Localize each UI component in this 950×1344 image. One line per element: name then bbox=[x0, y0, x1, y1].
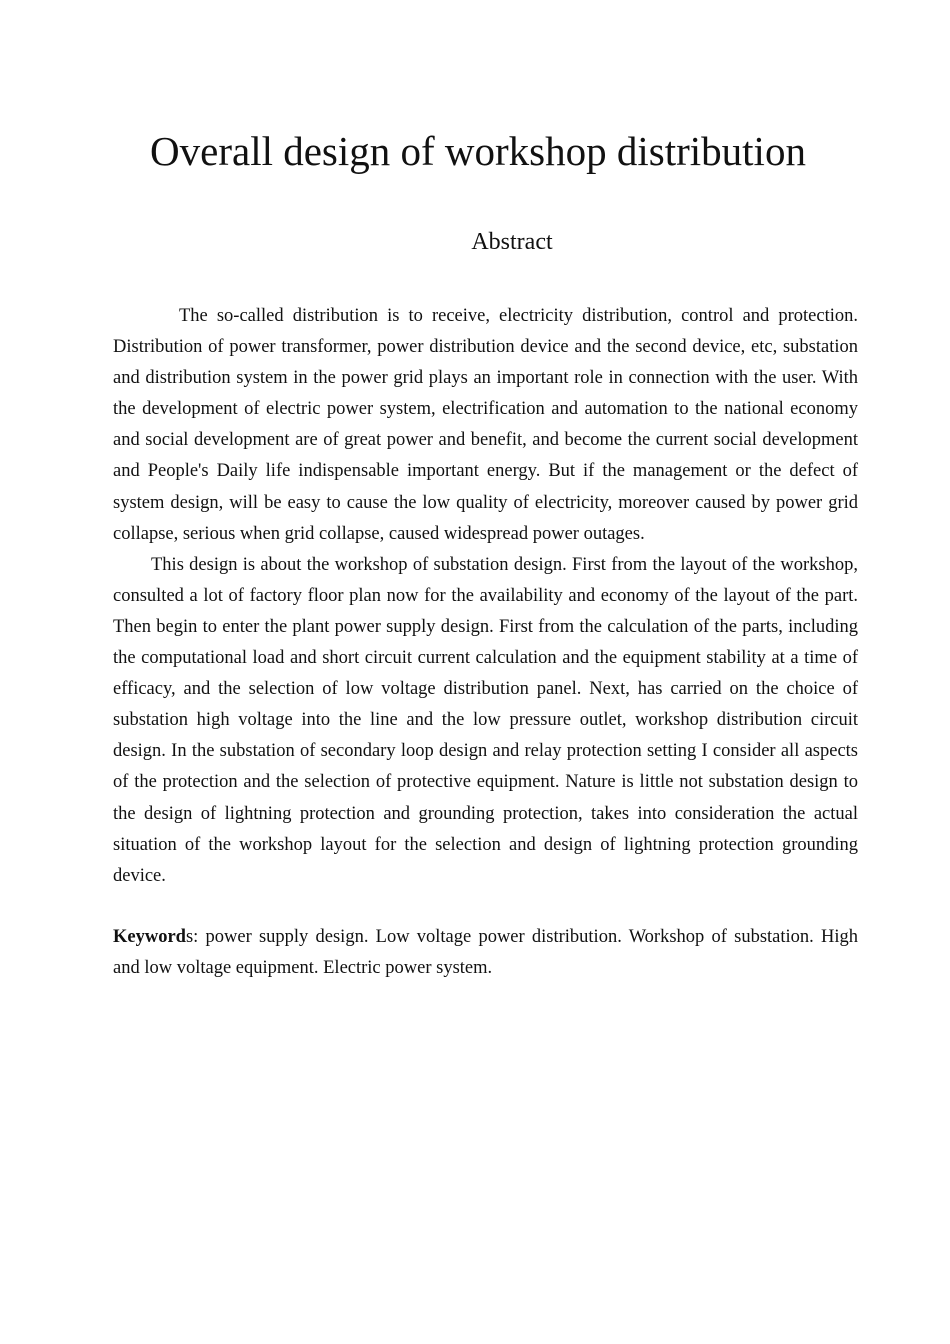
abstract-body bbox=[113, 301, 858, 984]
keywords-text: power supply design. Low voltage power distribution. Workshop of substation. High and low voltage equipment. Electric power system. bbox=[113, 926, 858, 978]
abstract-paragraph-2: This design is about the workshop of substation design. First from the layout of the workshop, consulted a lot of factory floor plan now for the availability and economy of the layout of the part. Then begin to enter the plant power supply design. First from the calculation of the parts, including the computational load and short circuit current calculation and the equipment stability at a time of efficacy, and the selection of low voltage distribution panel. Next, has carried on the choice of substation high voltage into the line and the low pressure outlet, workshop distribution circuit design. In the substation of secondary loop design and relay protection setting I consider all aspects of the protection and the selection of protective equipment. Nature is little not substation design to the design of lightning protection and grounding protection, takes into consideration the actual situation of the workshop layout for the selection and design of lightning protection grounding device. bbox=[113, 554, 858, 886]
keywords-label-suffix: s: bbox=[185, 926, 199, 947]
document-title: Overall design of workshop distribution bbox=[150, 128, 806, 174]
abstract-paragraph-1: The so-called distribution is to receive, electricity distribution, control and protection. Distribution of power transformer, power distribution device and the second device, etc, substation and distribution system in the power grid plays an important role in connection with the user. With the development of electric power system, electrification and automation to the national economy and social development are of great power and benefit, and become the current social development and People's Daily life indispensable important energy. But if the management or the defect of system design, will be easy to cause the low quality of electricity, moreover caused by power grid collapse, serious when grid collapse, caused widespread power outages. bbox=[113, 306, 858, 544]
keywords-label-bold: Keyword bbox=[113, 926, 186, 947]
keywords-line bbox=[113, 922, 858, 984]
abstract-heading: Abstract bbox=[471, 229, 553, 255]
